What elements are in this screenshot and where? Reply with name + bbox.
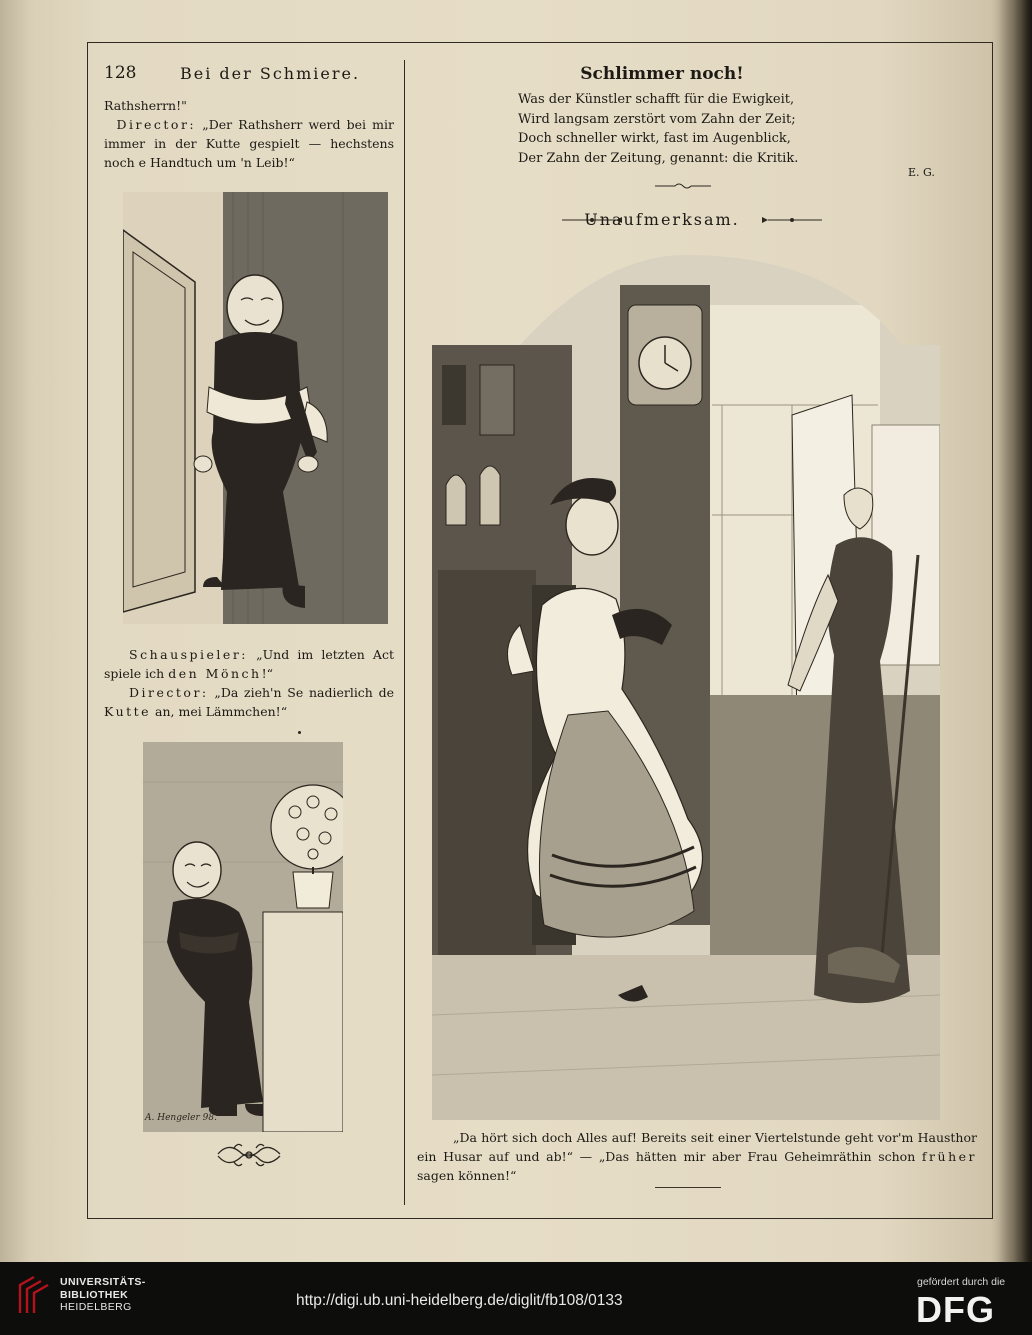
dialogue-paragraph-2 bbox=[104, 645, 394, 721]
divider-ornament bbox=[655, 182, 711, 190]
director-speech-emphasis: Kutte bbox=[104, 704, 152, 719]
page-number: 128 bbox=[104, 63, 137, 83]
director-speech: „Der Rathsherr werd bei mir immer in der Kutte gespielt — hechstens noch e Handtuch um 'n Leib!“ bbox=[104, 117, 394, 170]
poem-body bbox=[518, 90, 798, 168]
illustration-maid-and-lady bbox=[432, 255, 940, 1120]
poem-line: Doch schneller wirkt, fast im Augenblick, bbox=[518, 131, 791, 146]
speaker-actor: Schauspieler: bbox=[129, 647, 249, 662]
director-speech-2b: an, mei Lämmchen!“ bbox=[155, 704, 288, 719]
caption-main: „Da hört sich doch Alles auf! Bereits seit einer Viertelstunde geht vor'm Hausthor ein Husar auf und ab!“ — „Das hätten mir aber Frau Geheimräthin schon bbox=[417, 1130, 977, 1164]
library-line-2: BIBLIOTHEK bbox=[60, 1288, 129, 1301]
title-ornament-right bbox=[760, 216, 822, 224]
speaker-director-2: Director: bbox=[129, 685, 209, 700]
director-speech-2a: „Da zieh'n Se nadierlich de bbox=[214, 685, 394, 700]
artist-signature: A. Hengeler 98. bbox=[145, 1113, 217, 1123]
poem-title: Schlimmer noch! bbox=[580, 64, 744, 84]
ornament-icon bbox=[214, 1140, 284, 1170]
caption-rule bbox=[655, 1187, 721, 1188]
print-dot bbox=[298, 731, 301, 734]
poem-author: E. G. bbox=[908, 166, 935, 179]
speaker-director: Director: bbox=[116, 117, 197, 132]
dfg-logo-icon[interactable]: DFG bbox=[916, 1289, 995, 1330]
actor-speech-end: !“ bbox=[261, 666, 273, 681]
illustration-monk-bowing bbox=[143, 742, 343, 1132]
poem-line: Der Zahn der Zeitung, genannt: die Kritik. bbox=[518, 150, 799, 166]
permalink-url[interactable]: http://digi.ub.uni-heidelberg.de/diglit/fb108/0133 bbox=[296, 1292, 623, 1309]
column-divider bbox=[404, 60, 405, 1205]
library-line-1: UNIVERSITÄTS- bbox=[60, 1276, 146, 1288]
actor-speech: „Und im letzten Act spiele ich bbox=[104, 647, 394, 681]
library-name[interactable] bbox=[60, 1276, 146, 1314]
heidelberg-library-logo-icon[interactable] bbox=[14, 1275, 52, 1315]
dialogue-paragraph-1 bbox=[104, 96, 394, 172]
caption-emphasis: früher bbox=[921, 1149, 977, 1164]
poem-line: Wird langsam zerstört vom Zahn der Zeit; bbox=[518, 111, 796, 127]
running-title: Bei der Schmiere. bbox=[180, 64, 361, 83]
illustration-monk-standing bbox=[123, 192, 388, 624]
poem-line: Was der Künstler schafft für die Ewigkeit, bbox=[518, 92, 795, 107]
section-title: Unaufmerksam. bbox=[584, 210, 740, 229]
caption-end: sagen können!“ bbox=[417, 1168, 517, 1183]
illustration-caption bbox=[417, 1128, 977, 1185]
actor-speech-emphasis: den Mönch bbox=[168, 666, 262, 681]
dialogue-opening: Rathsherrn!" bbox=[104, 98, 187, 113]
funding-note: gefördert durch die bbox=[917, 1276, 1006, 1288]
library-line-3: HEIDELBERG bbox=[60, 1301, 132, 1313]
